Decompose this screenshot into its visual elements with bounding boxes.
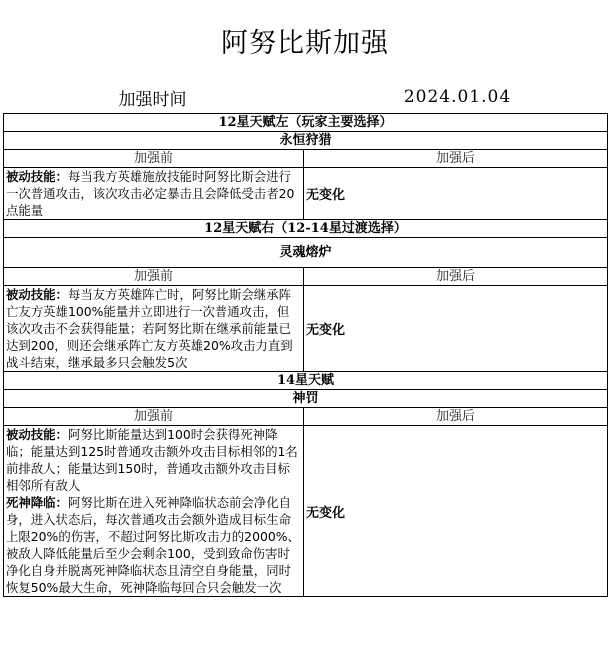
talent-name: 灵魂熔炉 (4, 238, 608, 268)
column-after-header: 加强后 (304, 268, 608, 286)
buff-time-row (0, 81, 610, 113)
skill-text: 阿努比斯能量达到100时会获得死神降临；能量达到125时普通攻击额外攻击目标相邻的1名前排敌人；能量达到150时，普通攻击额外攻击目标相邻所有敌人 (6, 427, 298, 493)
skill-type-label: 被动技能： (6, 169, 68, 184)
talent-name-row (4, 238, 608, 268)
skill-type-label: 被动技能： (6, 427, 68, 442)
before-description (4, 286, 304, 372)
column-before-header: 加强前 (4, 150, 304, 168)
after-description: 无变化 (304, 168, 608, 220)
talent-detail-row (4, 286, 608, 372)
before-description (4, 168, 304, 220)
after-description: 无变化 (304, 426, 608, 597)
buff-time-label: 加强时间 (118, 89, 187, 110)
after-description: 无变化 (304, 286, 608, 372)
column-header-row (4, 408, 608, 426)
section-heading-row (4, 220, 608, 238)
skill-text: 每当我方英雄施放技能时阿努比斯会进行一次普通攻击，该次攻击必定暴击且会降低受击者20点能量 (6, 169, 295, 218)
talent-name: 永恒狩猎 (4, 132, 608, 150)
talent-name: 神罚 (4, 390, 608, 408)
buff-table (3, 113, 608, 597)
column-header-row (4, 268, 608, 286)
talent-name-row (4, 132, 608, 150)
column-after-header: 加强后 (304, 150, 608, 168)
column-before-header: 加强前 (4, 408, 304, 426)
before-description (4, 426, 304, 597)
talent-name-row (4, 390, 608, 408)
buff-date: 2024.01.04 (403, 87, 512, 107)
column-header-row (4, 150, 608, 168)
section-heading: 14星天赋 (4, 372, 608, 390)
column-after-header: 加强后 (304, 408, 608, 426)
section-heading: 12星天赋左（玩家主要选择） (4, 114, 608, 132)
skill-text: 阿努比斯在进入死神降临状态前会净化自身，进入状态后，每次普通攻击会额外造成目标生命上限20%的伤害，不超过阿努比斯攻击力的2000%、被敌人降低能量后至少会剩余100，受到致命伤害时净化自身并脱离死神降临状态且清空自身能量，同时恢复50%最大生命，死神降临每回合只会触发一次 (6, 495, 300, 595)
page-title: 阿努比斯加强 (221, 28, 389, 59)
skill-type-label: 死神降临： (6, 495, 68, 510)
section-heading: 12星天赋右（12-14星过渡选择） (4, 220, 608, 238)
column-before-header: 加强前 (4, 268, 304, 286)
section-heading-row (4, 372, 608, 390)
talent-detail-row (4, 168, 608, 220)
skill-text: 每当友方英雄阵亡时，阿努比斯会继承阵亡友方英雄100%能量并立即进行一次普通攻击，但该次攻击不会获得能量；若阿努比斯在继承前能量已达到200，则还会继承阵亡友方英雄20%攻击力直到战斗结束，继承最多只会触发5次 (6, 287, 293, 370)
section-heading-row (4, 114, 608, 132)
skill-type-label: 被动技能： (6, 287, 68, 302)
talent-detail-row (4, 426, 608, 597)
